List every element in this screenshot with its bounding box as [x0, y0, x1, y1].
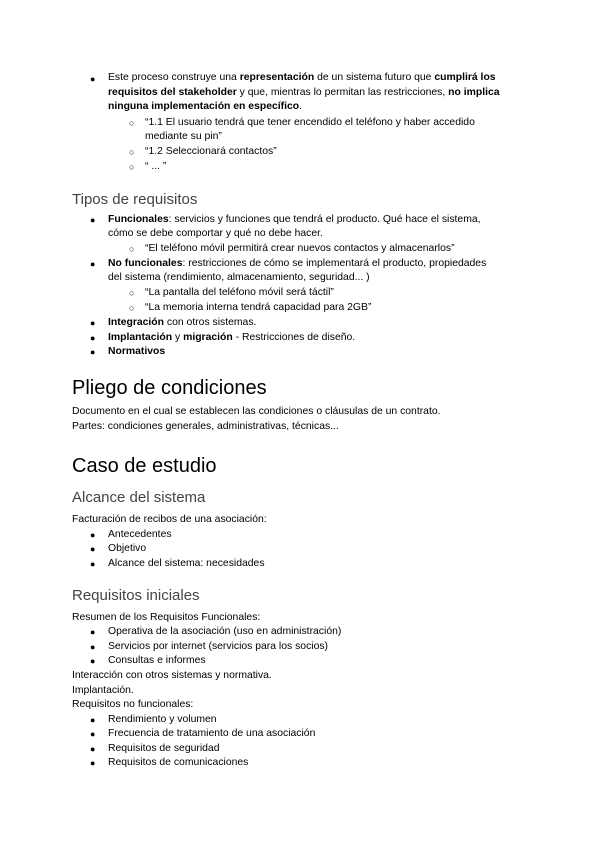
- alcance-item: Objetivo: [108, 543, 147, 554]
- bullet-icon: ●: [90, 530, 96, 540]
- intro-line-2: requisitos del stakeholder y que, mientras lo permitan las restricciones, no implica: [108, 87, 500, 98]
- alcance-item: Alcance del sistema: necesidades: [108, 558, 265, 569]
- tipos-nofuncionales-1: No funcionales: restricciones de cómo se implementará el producto, propiedades: [108, 258, 487, 269]
- requisitos-item: Operativa de la asociación (uso en administración): [108, 626, 342, 637]
- tipos-funcionales-1: Funcionales: servicios y funciones que tendrá el producto. Qué hace el sistema,: [108, 214, 481, 225]
- bullet-icon: ●: [90, 627, 96, 637]
- bullet-icon: ●: [90, 544, 96, 554]
- no-funcional-item: Rendimiento y volumen: [108, 714, 217, 725]
- tipos-nofuncionales-2: del sistema (rendimiento, almacenamiento, seguridad... ): [108, 272, 370, 283]
- requisitos-iniciales-heading: Requisitos iniciales: [72, 587, 200, 604]
- intro-sub-1a: “1.1 El usuario tendrá que tener encendido el teléfono y haber accedido: [145, 117, 475, 128]
- alcance-intro: Facturación de recibos de una asociación:: [72, 514, 267, 525]
- tipos-integracion: Integración con otros sistemas.: [108, 317, 257, 328]
- tipos-nofuncionales-ejemplo-1: “La pantalla del teléfono móvil será táctil”: [145, 287, 334, 298]
- pliego-heading: Pliego de condiciones: [72, 377, 267, 399]
- bullet-icon: ●: [90, 642, 96, 652]
- bullet-icon: ●: [90, 559, 96, 569]
- bullet-icon: ●: [90, 729, 96, 739]
- bullet-icon: ●: [90, 215, 96, 225]
- sub-bullet-icon: ○: [129, 162, 135, 172]
- bullet-icon: ●: [90, 318, 96, 328]
- sub-bullet-icon: ○: [129, 118, 135, 128]
- bullet-icon: ●: [90, 333, 96, 343]
- bullet-icon: ●: [90, 74, 96, 84]
- bullet-icon: ●: [90, 758, 96, 768]
- tipos-heading: Tipos de requisitos: [72, 191, 198, 208]
- bullet-icon: ●: [90, 744, 96, 754]
- pliego-paragraph-2: Partes: condiciones generales, administrativas, técnicas...: [72, 421, 339, 432]
- intro-sub-1b: mediante su pin”: [145, 131, 222, 142]
- alcance-heading: Alcance del sistema: [72, 489, 206, 506]
- caso-line-interaccion: Interacción con otros sistemas y normativa.: [72, 670, 272, 681]
- tipos-funcionales-ejemplo: “El teléfono móvil permitirá crear nuevos contactos y almacenarlos”: [145, 243, 455, 254]
- requisitos-item: Servicios por internet (servicios para los socios): [108, 641, 329, 652]
- bullet-icon: ●: [90, 715, 96, 725]
- intro-line-3: ninguna implementación en específico.: [108, 101, 303, 112]
- sub-bullet-icon: ○: [129, 288, 135, 298]
- requisitos-intro: Resumen de los Requisitos Funcionales:: [72, 612, 261, 623]
- alcance-item: Antecedentes: [108, 529, 172, 540]
- bullet-icon: ●: [90, 656, 96, 666]
- intro-sub-3: “ ... ”: [145, 161, 167, 172]
- bullet-icon: ●: [90, 347, 96, 357]
- sub-bullet-icon: ○: [129, 147, 135, 157]
- intro-sub-2: “1.2 Seleccionará contactos”: [145, 146, 277, 157]
- no-funcional-item: Requisitos de seguridad: [108, 743, 220, 754]
- tipos-normativos: Normativos: [108, 346, 166, 357]
- intro-line-1: Este proceso construye una representación de un sistema futuro que cumplirá los: [108, 72, 496, 83]
- requisitos-item: Consultas e informes: [108, 655, 206, 666]
- no-funcional-item: Requisitos de comunicaciones: [108, 757, 249, 768]
- caso-heading: Caso de estudio: [72, 455, 217, 477]
- sub-bullet-icon: ○: [129, 303, 135, 313]
- tipos-funcionales-2: cómo se debe comportar y qué no debe hacer.: [108, 228, 323, 239]
- no-funcional-item: Frecuencia de tratamiento de una asociación: [108, 728, 316, 739]
- tipos-implantacion: Implantación y migración - Restricciones de diseño.: [108, 332, 356, 343]
- caso-line-implantacion: Implantación.: [72, 685, 134, 696]
- pliego-paragraph-1: Documento en el cual se establecen las condiciones o cláusulas de un contrato.: [72, 406, 441, 417]
- bullet-icon: ●: [90, 259, 96, 269]
- caso-line-no-funcionales: Requisitos no funcionales:: [72, 699, 194, 710]
- sub-bullet-icon: ○: [129, 244, 135, 254]
- tipos-nofuncionales-ejemplo-2: “La memoria interna tendrá capacidad para 2GB”: [145, 302, 372, 313]
